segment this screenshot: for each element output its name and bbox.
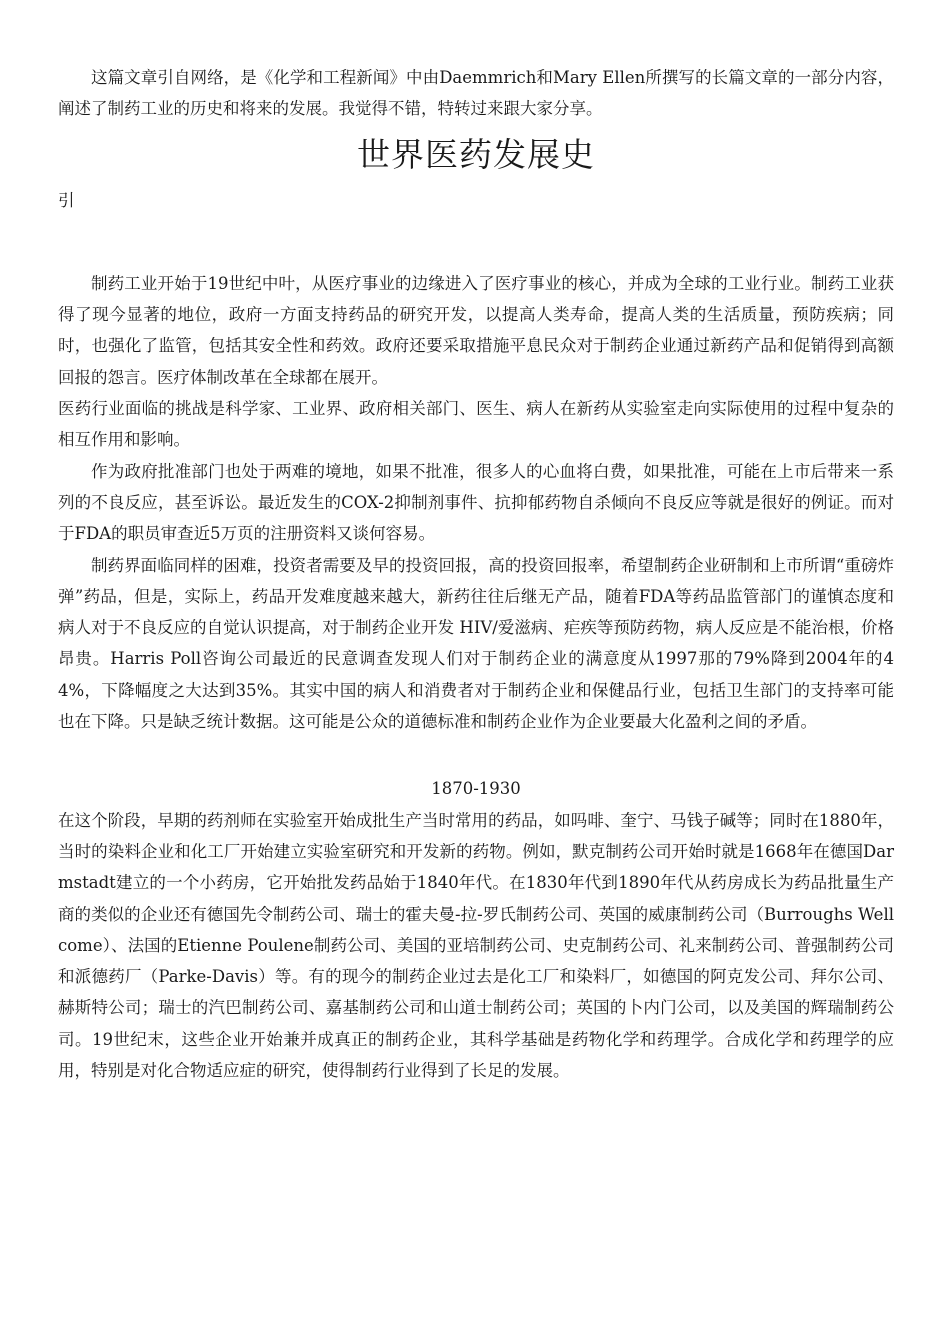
intro-paragraph: 这篇文章引自网络，是《化学和工程新闻》中由Daemmrich和Mary Ellen所撰写的长篇文章的一部分内容，阐述了制药工业的历史和将来的发展。我觉得不错，特转过来跟大家分享。: [58, 68, 894, 119]
body-paragraph-2: 医药行业面临的挑战是科学家、工业界、政府相关部门、医生、病人在新药从实验室走向实际使用的过程中复杂的相互作用和影响。: [58, 399, 894, 450]
blank-line: [58, 737, 894, 773]
document-page: [58, 62, 894, 1086]
blank-line: [58, 216, 894, 268]
period-paragraph: 在这个阶段，早期的药剂师在实验室开始成批生产当时常用的药品，如吗啡、奎宁、马钱子碱等；同时在1880年，当时的染料企业和化工厂开始建立实验室研究和开发新的药物。例如，默克制药公司开始时就是1668年在德国Darmstadt建立的一个小药房，它开始批发药品始于1840年代。在1830年代到1890年代从药房成长为药品批量生产商的类似的企业还有德国先令制药公司、瑞士的霍夫曼-拉-罗氏制药公司、英国的威康制药公司（Burroughs Wellcome）、法国的Etienne Poulene制药公司、美国的亚培制药公司、史克制药公司、礼来制药公司、普强制药公司和派德药厂（Parke-Davis）等。有的现今的制药企业过去是化工厂和染料厂，如德国的阿克发公司、拜尔公司、赫斯特公司；瑞士的汽巴制药公司、嘉基制药公司和山道士制药公司；英国的卜内门公司，以及美国的辉瑞制药公司。19世纪末，这些企业开始兼并成真正的制药企业，其科学基础是药物化学和药理学。合成化学和药理学的应用，特别是对化合物适应症的研究，使得制药行业得到了长足的发展。: [58, 810, 894, 1081]
period-heading: 1870-1930: [431, 779, 521, 799]
body-paragraph-1: 制药工业开始于19世纪中叶，从医疗事业的边缘进入了医疗事业的核心，并成为全球的工业行业。制药工业获得了现今显著的地位，政府一方面支持药品的研究开发，以提高人类寿命，提高人类的生活质量，预防疾病；同时，也强化了监管，包括其安全性和药效。政府还要采取措施平息民众对于制药企业通过新药产品和促销得到高额回报的怨言。医疗体制改革在全球都在展开。: [58, 273, 894, 387]
section-heading-introduction: 引: [58, 190, 75, 210]
body-paragraph-4: 制药界面临同样的困难，投资者需要及早的投资回报，高的投资回报率，希望制药企业研制和上市所谓“重磅炸弹”药品，但是，实际上，药品开发难度越来越大，新药往往后继无产品，随着FDA等药品监管部门的谨慎态度和病人对于不良反应的自觉认识提高，对于制药企业开发 HIV/爱滋病、疟疾等预防药物，病人反应是不能治根，价格昂贵。Harris Poll咨询公司最近的民意调查发现人们对于制药企业的满意度从1997那的79%降到2004年的44%，下降幅度之大达到35%。其实中国的病人和消费者对于制药企业和保健品行业，包括卫生部门的支持率可能也在下降。只是缺乏统计数据。这可能是公众的道德标准和制药企业作为企业要最大化盈利之间的矛盾。: [58, 555, 894, 732]
document-title: 世界医药发展史: [357, 134, 595, 174]
body-paragraph-3: 作为政府批准部门也处于两难的境地，如果不批准，很多人的心血将白费，如果批准，可能在上市后带来一系列的不良反应，甚至诉讼。最近发生的COX-2抑制剂事件、抗抑郁药物自杀倾向不良反应等就是很好的例证。而对于FDA的职员审查近5万页的注册资料又谈何容易。: [58, 461, 894, 544]
